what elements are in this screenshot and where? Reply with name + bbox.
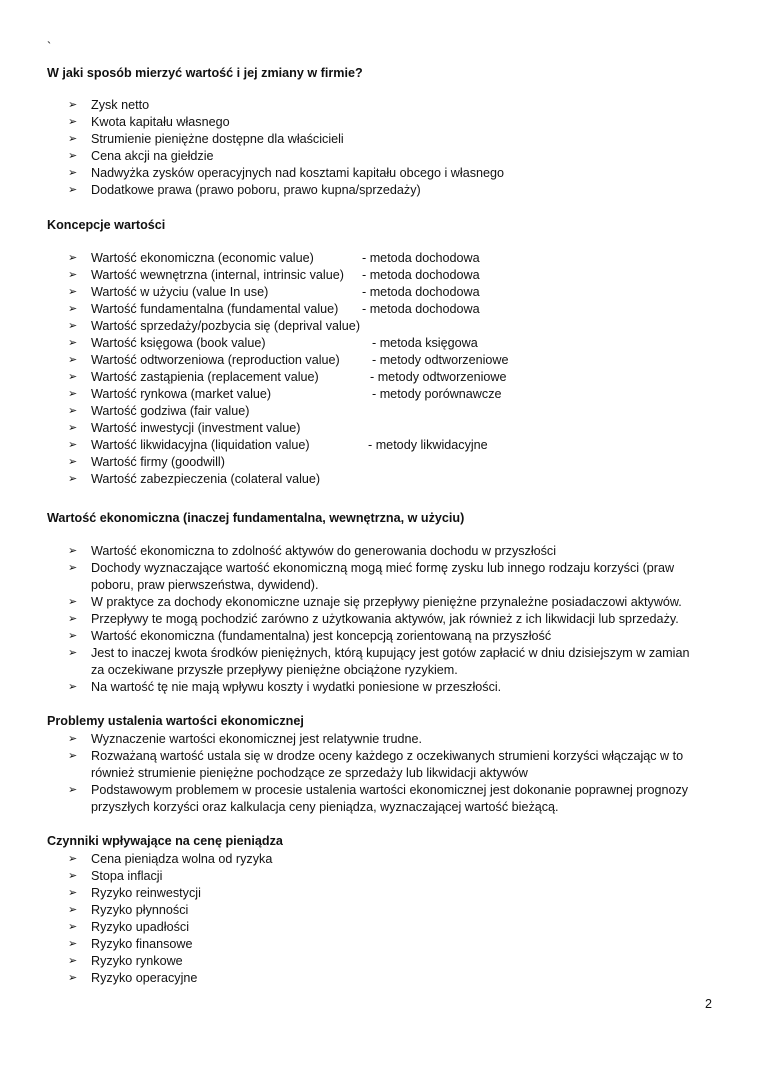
- list-item-text: W praktyce za dochody ekonomiczne uznaje się przepływy pieniężne przynależne posiadaczowi aktywów.: [91, 595, 682, 609]
- value-concept-name: Wartość księgowa (book value): [91, 336, 266, 350]
- list-item: [0, 885, 760, 902]
- arrow-bullet-icon: ➢: [68, 269, 78, 281]
- value-concept-item: [0, 454, 760, 471]
- bullet-list: [0, 731, 760, 816]
- valuation-method: - metody porównawcze: [372, 387, 502, 401]
- value-concept-item: [0, 352, 760, 369]
- list-item-text: Zysk netto: [91, 98, 150, 112]
- list-item: [0, 936, 760, 953]
- list-item-text: Kwota kapitału własnego: [91, 115, 230, 129]
- list-item-text: Ryzyko płynności: [91, 903, 189, 917]
- arrow-bullet-icon: ➢: [68, 184, 78, 196]
- value-concept-name: Wartość w użyciu (value In use): [91, 285, 269, 299]
- value-concept-item: [0, 318, 760, 335]
- value-concept-item: [0, 403, 760, 420]
- value-concept-item: [0, 267, 760, 284]
- section-heading: Czynniki wpływające na cenę pieniądza: [47, 834, 283, 848]
- arrow-bullet-icon: ➢: [68, 647, 78, 659]
- list-item-text: Ryzyko finansowe: [91, 937, 193, 951]
- value-concept-name: Wartość sprzedaży/pozbycia się (deprival value): [91, 319, 361, 333]
- list-item-text: Rozważaną wartość ustala się w drodze oceny każdego z oczekiwanych strumieni korzyści włączając w to: [91, 749, 684, 763]
- arrow-bullet-icon: ➢: [68, 784, 78, 796]
- list-item-text: Cena pieniądza wolna od ryzyka: [91, 852, 273, 866]
- list-item: [0, 782, 760, 816]
- section-heading: W jaki sposób mierzyć wartość i jej zmiany w firmie?: [47, 66, 363, 80]
- list-item-text: Wartość ekonomiczna (fundamentalna) jest koncepcją zorientowaną na przyszłość: [91, 629, 552, 643]
- stray-mark: `: [47, 40, 52, 54]
- list-item-text: Dodatkowe prawa (prawo poboru, prawo kupna/sprzedaży): [91, 183, 421, 197]
- arrow-bullet-icon: ➢: [68, 853, 78, 865]
- bullet-list: [0, 97, 760, 199]
- arrow-bullet-icon: ➢: [68, 904, 78, 916]
- value-concept-item: [0, 369, 760, 386]
- value-concept-name: Wartość firmy (goodwill): [91, 455, 225, 469]
- list-item-text: Ryzyko rynkowe: [91, 954, 183, 968]
- arrow-bullet-icon: ➢: [68, 921, 78, 933]
- arrow-bullet-icon: ➢: [68, 733, 78, 745]
- arrow-bullet-icon: ➢: [68, 286, 78, 298]
- value-concept-name: Wartość rynkowa (market value): [91, 387, 272, 401]
- valuation-method: - metoda dochodowa: [362, 285, 480, 299]
- value-concept-item: [0, 284, 760, 301]
- valuation-method: - metoda dochodowa: [362, 251, 480, 265]
- list-item: [0, 543, 760, 560]
- arrow-bullet-icon: ➢: [68, 422, 78, 434]
- value-concept-name: Wartość zabezpieczenia (colateral value): [91, 472, 321, 486]
- list-item-text: Nadwyżka zysków operacyjnych nad kosztami kapitału obcego i własnego: [91, 166, 505, 180]
- arrow-bullet-icon: ➢: [68, 955, 78, 967]
- list-item-text: również strumienie pieniężne pochodzące ze sprzedaży lub likwidacji aktywów: [91, 766, 528, 780]
- list-item-text: Cena akcji na giełdzie: [91, 149, 214, 163]
- list-item: [0, 165, 760, 182]
- value-concept-item: [0, 437, 760, 454]
- list-item-text: poboru, praw pierwszeństwa, dywidend).: [91, 578, 319, 592]
- arrow-bullet-icon: ➢: [68, 405, 78, 417]
- value-concept-name: Wartość godziwa (fair value): [91, 404, 250, 418]
- arrow-bullet-icon: ➢: [68, 133, 78, 145]
- list-item: [0, 628, 760, 645]
- value-concept-name: Wartość zastąpienia (replacement value): [91, 370, 319, 384]
- list-item-text: Wyznaczenie wartości ekonomicznej jest relatywnie trudne.: [91, 732, 422, 746]
- arrow-bullet-icon: ➢: [68, 388, 78, 400]
- arrow-bullet-icon: ➢: [68, 681, 78, 693]
- arrow-bullet-icon: ➢: [68, 320, 78, 332]
- arrow-bullet-icon: ➢: [68, 870, 78, 882]
- list-item: [0, 902, 760, 919]
- bullet-list: [0, 851, 760, 987]
- value-concept-item: [0, 386, 760, 403]
- list-item: [0, 953, 760, 970]
- list-item: [0, 970, 760, 987]
- list-item-text: przyszłych korzyści oraz kalkulacja ceny pieniądza, wyznaczającej wartość bieżącą.: [91, 800, 559, 814]
- list-item: [0, 748, 760, 782]
- value-concept-item: [0, 301, 760, 318]
- section-heading: Koncepcje wartości: [47, 218, 166, 232]
- list-item: [0, 97, 760, 114]
- list-item-text: Ryzyko reinwestycji: [91, 886, 201, 900]
- bullet-list: [0, 543, 760, 696]
- list-item-text: Wartość ekonomiczna to zdolność aktywów do generowania dochodu w przyszłości: [91, 544, 557, 558]
- list-item: [0, 851, 760, 868]
- list-item: [0, 731, 760, 748]
- valuation-method: - metoda dochodowa: [362, 268, 480, 282]
- section-heading: Problemy ustalenia wartości ekonomicznej: [47, 714, 304, 728]
- list-item: [0, 645, 760, 679]
- arrow-bullet-icon: ➢: [68, 596, 78, 608]
- value-concept-name: Wartość inwestycji (investment value): [91, 421, 301, 435]
- page-number: 2: [705, 997, 713, 1011]
- valuation-method: - metody odtworzeniowe: [370, 370, 507, 384]
- list-item: [0, 679, 760, 696]
- arrow-bullet-icon: ➢: [68, 562, 78, 574]
- arrow-bullet-icon: ➢: [68, 371, 78, 383]
- list-item-text: Przepływy te mogą pochodzić zarówno z użytkowania aktywów, jak również z ich likwidacji lub sprzedaży.: [91, 612, 679, 626]
- arrow-bullet-icon: ➢: [68, 439, 78, 451]
- arrow-bullet-icon: ➢: [68, 456, 78, 468]
- arrow-bullet-icon: ➢: [68, 337, 78, 349]
- valuation-method: - metody likwidacyjne: [368, 438, 488, 452]
- arrow-bullet-icon: ➢: [68, 473, 78, 485]
- valuation-method: - metoda księgowa: [372, 336, 478, 350]
- value-concepts-list: [0, 250, 760, 488]
- list-item-text: Podstawowym problemem w procesie ustalenia wartości ekonomicznej jest dokonanie poprawnej prognozy: [91, 783, 689, 797]
- list-item-text: Ryzyko operacyjne: [91, 971, 198, 985]
- arrow-bullet-icon: ➢: [68, 972, 78, 984]
- arrow-bullet-icon: ➢: [68, 167, 78, 179]
- list-item: [0, 868, 760, 885]
- list-item: [0, 182, 760, 199]
- value-concept-item: [0, 420, 760, 437]
- list-item: [0, 560, 760, 594]
- value-concept-item: [0, 335, 760, 352]
- list-item-text: Dochody wyznaczające wartość ekonomiczną mogą mieć formę zysku lub innego rodzaju korzyści (praw: [91, 561, 675, 575]
- list-item: [0, 594, 760, 611]
- list-item-text: za oczekiwane przyszłe przepływy pieniężne obciążone ryzykiem.: [91, 663, 458, 677]
- valuation-method: - metoda dochodowa: [362, 302, 480, 316]
- list-item: [0, 148, 760, 165]
- list-item-text: Stopa inflacji: [91, 869, 163, 883]
- arrow-bullet-icon: ➢: [68, 354, 78, 366]
- arrow-bullet-icon: ➢: [68, 545, 78, 557]
- value-concept-name: Wartość odtworzeniowa (reproduction value): [91, 353, 340, 367]
- section-heading: Wartość ekonomiczna (inaczej fundamentalna, wewnętrzna, w użyciu): [47, 511, 465, 525]
- arrow-bullet-icon: ➢: [68, 887, 78, 899]
- value-concept-name: Wartość likwidacyjna (liquidation value): [91, 438, 310, 452]
- value-concept-name: Wartość fundamentalna (fundamental value): [91, 302, 339, 316]
- list-item: [0, 131, 760, 148]
- list-item-text: Na wartość tę nie mają wpływu koszty i wydatki poniesione w przeszłości.: [91, 680, 502, 694]
- arrow-bullet-icon: ➢: [68, 116, 78, 128]
- value-concept-item: [0, 471, 760, 488]
- value-concept-name: Wartość wewnętrzna (internal, intrinsic value): [91, 268, 344, 282]
- arrow-bullet-icon: ➢: [68, 303, 78, 315]
- list-item: [0, 611, 760, 628]
- valuation-method: - metody odtworzeniowe: [372, 353, 509, 367]
- arrow-bullet-icon: ➢: [68, 613, 78, 625]
- arrow-bullet-icon: ➢: [68, 252, 78, 264]
- arrow-bullet-icon: ➢: [68, 99, 78, 111]
- arrow-bullet-icon: ➢: [68, 630, 78, 642]
- arrow-bullet-icon: ➢: [68, 150, 78, 162]
- value-concept-item: [0, 250, 760, 267]
- value-concept-name: Wartość ekonomiczna (economic value): [91, 251, 314, 265]
- list-item-text: Ryzyko upadłości: [91, 920, 189, 934]
- arrow-bullet-icon: ➢: [68, 750, 78, 762]
- list-item-text: Strumienie pieniężne dostępne dla właścicieli: [91, 132, 344, 146]
- list-item-text: Jest to inaczej kwota środków pieniężnych, którą kupujący jest gotów zapłacić w dniu dzisiejszym w zamian: [91, 646, 690, 660]
- list-item: [0, 919, 760, 936]
- arrow-bullet-icon: ➢: [68, 938, 78, 950]
- list-item: [0, 114, 760, 131]
